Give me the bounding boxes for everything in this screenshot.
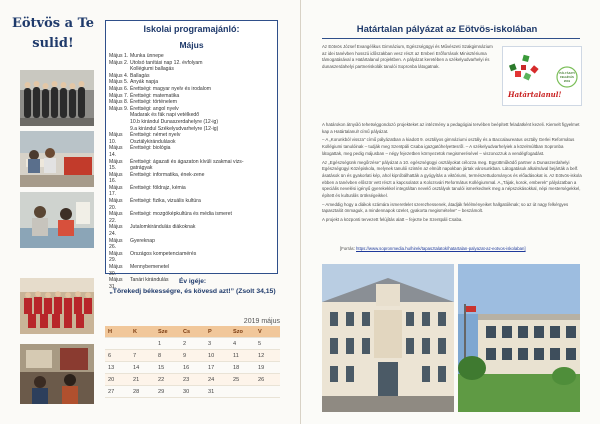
program-item-text: Tanári kirándulás [130,277,169,284]
calendar-day-cell: 4 [230,338,255,350]
photo-school-building-old [322,264,454,412]
program-item-date: Május 17. [109,184,123,198]
program-item [106,73,277,80]
photo-exhibition [20,344,94,404]
program-item-date: Május 6. [109,85,129,92]
program-item-date: Május 31. [109,277,123,290]
program-item-text: Érettségi: ágazati és ágazaton kívüli szakmai vizs- gatrágyak [130,158,244,172]
calendar-week-row [105,362,280,374]
calendar-day-cell: 16 [180,362,205,374]
program-item [106,251,277,264]
source-line [340,246,580,251]
program-item [106,53,277,60]
calendar-day-cell [130,338,155,350]
calendar-day-header: K [130,326,155,338]
calendar-week-row [105,350,280,362]
photo-classroom [20,131,94,187]
motto-heading: Év igéje: [178,278,207,285]
photo-sports-team [20,278,94,334]
paragraph-3: Az „Egészségünk megőrzése” pályázat a 10. egészségügyi osztályokat célozza meg. Együttműködő partner a Dunaszerdahelyi Egészségügyi Középiskola, melynek tanulói szintén az elmúlt napokban jártak városunkban. Látogatásuk alkalmával bejárták a belf. ásatások ün és gyakorlati kép, ahol kipróbálhatták a gyógyítás a viktóriumi, természettudományos és előadásokat is. Az Eötvös-iskola ebben a tanévben először vett részt a kapcsolatot a Kolozsvári Református Kollégiummal. A „Tájak, korok, emberek” pályázatban a speciális nevelési igényű gyerekekkel integráltan nevelő osztályok tanulói ismerkednek meg a népszokásokkal, népi mesterségekkel, épített és kulturális örökségeikkel. [322,159,582,199]
calendar-day-cell: 27 [105,386,130,398]
calendar-day-cell: 29 [155,386,180,398]
calendar-day-cell: 24 [205,374,230,386]
program-item-date: Május 7. [109,92,129,99]
photo-activity [20,192,94,248]
program-item [106,145,277,158]
program-item-text: Ballagás [130,72,150,79]
calendar-day-cell [255,386,280,398]
program-item-text: Jutalomkirándulás diákoknak [130,224,196,231]
program-item-text: Munka ünnepe [130,53,164,59]
logo-badge-line-2: FELHÍVÁS [560,75,574,79]
paragraph-2: – A „Korunkból vissza” című pályázatban a kiadott 9. osztályos gimnáziumi osztály és a Baccalaureatus osztály Gerlei Református Kollégiumi tanulóinak – tudják meg Szentpáli Csaba igazgatóhelyettesről. – A székelyudvarhelyiek a közelmúltban Sopronba látogattak, meg pedig májusban – négy fejezetben környezetük megismerésével – viszonozzuk a vendégfogadást. [322,137,575,156]
program-title: Iskolai programajánló: [143,24,240,34]
program-item-date: Május 14. [109,145,123,158]
program-item-text: Érettségi: német nyelv Osztálykirándulások [130,132,181,145]
source-label: [Forrás: [340,246,355,251]
calendar-day-header: P [205,326,230,338]
calendar-day-cell: 12 [255,350,280,362]
program-item-date: Május 4. [109,72,129,79]
calendar-day-cell: 10 [205,350,230,362]
calendar-day-header: H [105,326,130,338]
calendar-day-header: Cs [180,326,205,338]
article-title: Határtalan pályázat az Eötvös-iskolában [356,24,538,35]
program-item-date: Május 10. [109,132,123,145]
program-item [106,60,277,73]
program-item [106,159,277,172]
program-item-text: Érettségi: magyar nyelv és irodalom [130,85,211,92]
program-item [106,198,277,211]
program-item-text: Gyereknap [130,237,155,244]
program-item [106,86,277,93]
calendar-day-cell: 15 [155,362,180,374]
logo-badge-line-3: 2019 [563,79,571,83]
program-item [106,99,277,106]
program-item [106,211,277,224]
calendar-day-cell: 5 [255,338,280,350]
program-item [106,79,277,86]
program-item-date: Május 29. [109,250,123,264]
calendar-day-cell: 1 [155,338,180,350]
calendar-week-row [105,374,280,386]
calendar-header-row [105,326,280,338]
program-item-text: Érettségi: mozgóképkultúra és média ismeret [130,211,232,218]
program-item-text: Érettségi: biológia [130,145,171,152]
program-item-text: Érettségi: informatika, ének-zene [130,171,205,178]
calendar-day-header: V [255,326,280,338]
paragraph-1: A határokon átnyúló tehetséggondozó projekteket az intézmény a pedagógiai tervében beépített feladatként kezeli. Kiemelt figyelmet kap a Határtalanul! című pályázat. [322,122,580,134]
calendar-day-cell: 19 [255,362,280,374]
calendar-day-cell: 14 [130,362,155,374]
calendar-week-row [105,386,280,398]
program-item-date: Május 5. [109,79,129,86]
program-item-text: Országos kompetenciamérés [130,250,197,257]
article-body [322,122,582,226]
logo-wordmark: Határtalanul! [508,90,562,99]
title-underline [322,38,580,39]
calendar-week-row [105,338,280,350]
calendar-day-cell: 30 [180,386,205,398]
calendar-day-cell: 26 [255,374,280,386]
calendar-day-cell: 9 [180,350,205,362]
logo-badge-line-1: PÁLYÁZATI [559,71,575,75]
calendar-day-cell: 31 [205,386,230,398]
program-item [106,224,277,237]
paragraph-4: – Ameddig hogy a diákok számára ismeretlelet szerezhessenek, átadják felélményeiket hallgatóiknak; so az út nagy felkérgyes tapasztalót önmaguk, a mindennapok üzelet, gyakorta megismételve” – beszámolt. [322,201,569,214]
calendar-table [105,326,280,398]
calendar-day-cell: 25 [230,374,255,386]
calendar-day-cell [105,338,130,350]
program-item-date: Május 22. [109,211,123,224]
school-slogan: Eötvös a Te sulid! [11,16,95,51]
calendar-day-cell: 8 [155,350,180,362]
calendar-day-cell: 13 [105,362,130,374]
year-motto [105,278,280,295]
program-item-date: Május 24. [109,224,123,238]
calendar-day-cell: 3 [205,338,230,350]
program-item-text: Érettségi: földrajz, kémia [130,184,186,191]
photo-school-building-new [458,264,580,412]
program-item-date: Május 1. [109,53,129,59]
program-item [106,106,277,132]
program-item-date: Május 30. [109,264,123,277]
photo-group-students [20,70,94,126]
program-item [106,172,277,185]
calendar-day-cell: 11 [230,350,255,362]
program-item [106,185,277,198]
paragraph-source: A projekt a központi tervezett felújítás alatt – fejezte be Szentpáli Csaba. [322,217,463,223]
program-item-text: Érettségi: fizika, vizuális kultúra [130,198,201,205]
calendar-title: 2019 május [243,318,280,325]
motto-text: „Törekedj békességre, és kövesd azt!” (Zsolt 34,15) [109,288,276,295]
calendar-day-cell: 28 [130,386,155,398]
program-item [106,264,277,277]
program-item-text: Utolsó tanítási nap 12. évfolyam Kollégiumi ballagás [130,59,203,73]
article-intro [322,44,498,73]
calendar-day-cell: 18 [230,362,255,374]
program-item-date: Május 8. [109,99,129,106]
calendar-day-cell: 6 [105,350,130,362]
program-item-text: Anyák napja [130,79,159,86]
source-link[interactable]: https://www.sopronmedia.hu/hirek/tapasztalatok/hatartalan-palyazat-az-eotvos-iskolaban] [356,246,526,251]
calendar-day-cell: 17 [205,362,230,374]
program-month: Május [179,40,204,50]
program-item [106,132,277,145]
program-item-date: Május 26. [109,237,123,251]
program-item [106,238,277,251]
program-item-date: Május 16. [109,171,123,185]
calendar-day-cell [230,386,255,398]
program-list [106,53,277,290]
calendar-day-cell: 20 [105,374,130,386]
program-item-date: Május 2. [109,59,129,66]
calendar [105,318,280,398]
calendar-day-cell: 22 [155,374,180,386]
calendar-day-cell: 21 [130,374,155,386]
program-item-date: Május 15. [109,158,123,172]
calendar-day-cell: 23 [180,374,205,386]
calendar-day-cell: 2 [180,338,205,350]
calendar-day-header: Sze [155,326,180,338]
program-item-date: Május 9. [109,105,129,112]
hatartalanul-logo [502,46,582,106]
program-item-text: Mennybemenetel [130,264,170,270]
program-item-text: Érettségi: történelem [130,99,177,106]
intro-paragraph: Az Eötvös József Evangélikus Gimnázium, Egészségügyi és Művészeti Szakgimnázium az idei tanévben hosszú időszakban vesz részt az Emberi Erőforrások Minisztériuma támogatásával a Határtalanul projektben. A pályázat keretében a székelyudvarhelyi és dunaszerdahelyi partneriskolák tanulói Sopronba látogatnak. [322,44,493,70]
program-item-text: Érettségi: matematika [130,92,180,99]
program-item-date: Május 20. [109,198,123,211]
calendar-day-cell: 7 [130,350,155,362]
program-item-text: Érettségi: angol nyelv Madarak és fák napi vetélkedő 10.b kirándul Dunaszerdahelyre (12-ig) 9.a kirándul Székelyudvarhelyre (12-ig) [130,105,219,132]
calendar-day-header: Szo [230,326,255,338]
